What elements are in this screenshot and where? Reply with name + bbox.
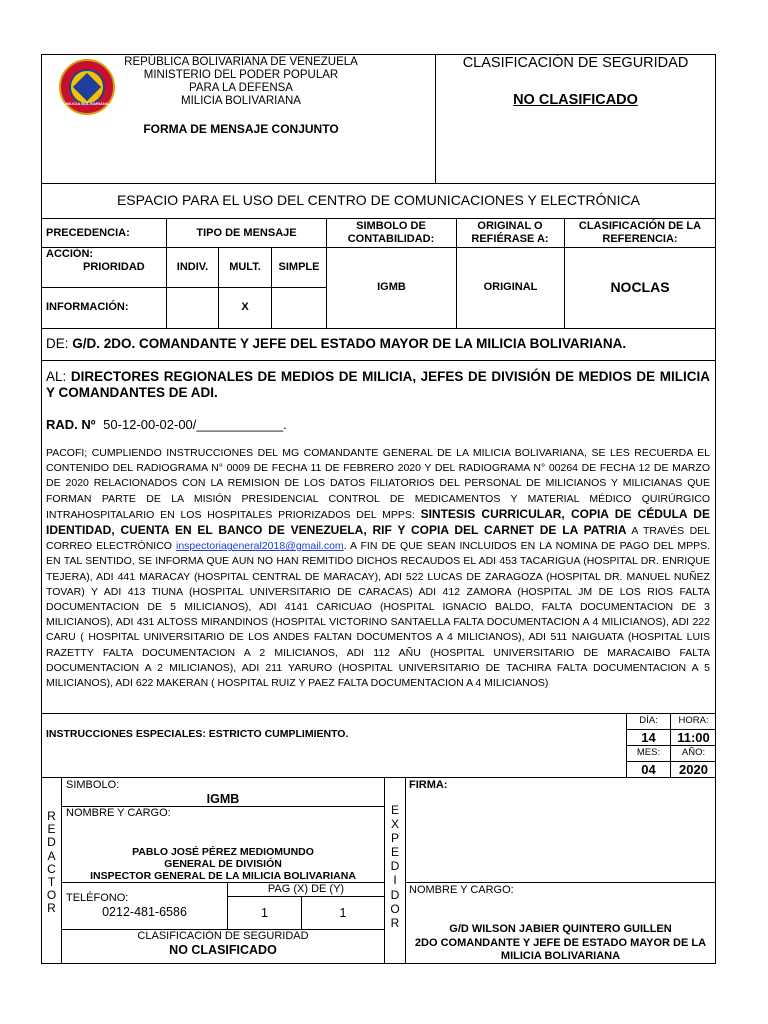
letter: A <box>47 848 56 863</box>
dia-value: 14 <box>641 730 656 745</box>
redactor-simbolo: IGMB <box>206 792 240 806</box>
message-body <box>46 446 710 691</box>
redactor-nombre-label: NOMBRE Y CARGO: <box>66 807 171 819</box>
pag-x: 1 <box>261 906 268 920</box>
bottom-clasif-label: CLASIFICACIÓN DE SEGURIDAD <box>137 930 309 942</box>
redactor-position: INSPECTOR GENERAL DE LA MILICIA BOLIVARIANA <box>90 870 356 882</box>
body-bold-requirements: SINTESIS CURRICULAR, COPIA DE CÉDULA DE IDENTIDAD, CUENTA EN EL BANCO DE VENEZUELA, RIF Y COPIA DEL CARNET DE LA PATRIA <box>46 506 710 538</box>
divider <box>405 882 716 883</box>
dia-label: DÍA: <box>639 715 658 726</box>
letter: D <box>390 887 400 902</box>
de-row <box>46 336 626 351</box>
accion-label: ACCIÓN: <box>46 248 94 260</box>
al-label: AL: <box>46 369 67 384</box>
divider <box>218 247 219 328</box>
redactor-name: PABLO JOSÉ PÉREZ MEDIOMUNDO <box>132 846 314 858</box>
divider <box>227 896 384 897</box>
letter: R <box>47 809 56 823</box>
letter: E <box>47 822 56 837</box>
letter: E <box>390 845 399 860</box>
emblem-text: MILICIA BOLIVARIANA <box>65 101 109 106</box>
divider <box>41 360 716 361</box>
comm-center-label: ESPACIO PARA EL USO DEL CENTRO DE COMUNICACIONES Y ELECTRÓNICA <box>116 192 641 208</box>
redactor-identity <box>62 846 384 882</box>
telefono-value: 0212-481-6586 <box>102 905 187 919</box>
de-label: DE: <box>46 336 69 351</box>
mes-value: 04 <box>641 762 656 777</box>
divider <box>41 218 716 219</box>
rad-row <box>46 417 287 432</box>
expedidor-side-label <box>385 803 405 930</box>
mult-label: MULT. <box>229 261 261 273</box>
original-o-label: ORIGINAL O REFIÉRASE A: <box>471 220 549 245</box>
letter: R <box>47 901 56 916</box>
pag-y: 1 <box>339 906 347 920</box>
letter: P <box>390 831 399 846</box>
rad-value: 50-12-00-02-00/____________. <box>103 417 287 432</box>
divider <box>41 247 716 248</box>
letter: I <box>393 873 397 888</box>
letter: C <box>47 861 56 876</box>
body-text-3: . A FIN DE QUE SEAN INCLUIDOS EN LA NOMINA DE PAGO DEL MPPS. EN TAL SENTIDO, SE INFORMA QUE AUN NO HAN REMITIDO DICHOS RECAUDOS EL ADI 453 TACARIGUA (HOSPITAL DR. ENRIQUE TEJERA), ADI 441 MARACAY (HOSPITAL CENTRAL DE MARACAY), ADI 522 LUCAS DE ZARAGOZA (HOSPITAL DR. MANUEL NUÑEZ TOVAR) Y ADI 413 TIUNA (HOSPITAL UNIVERSITARIO DE CARACAS) ADI 412 ZAMORA (HOSPITAL JM DE LOS RIOS FALTA DOCUMENTACION DE 5 MILICIANOS), ADI 4141 CARICUAO (HOSPITAL IGNACIO BALDO, FALTA DOCUMENTACION DE 3 MILICIANOS), ADI 431 ALTOSS MIRANDINOS (HOSPITAL VICTORINO SANTAELLA FALTA DOCUMENTACION A 4 MILICIANOS), ADI 222 CARU ( HOSPITAL UNIVERSITARIO DE LOS ANDES FALTAN DOCUMENTOS A 4 MILICIANOS), ADI 511 NAIGUATA (HOSPITAL LUIS RAZETTY FALTA DOCUMENTACION A 2 MILICIANOS, ADI 112 AÑU (HOSPITAL UNIVERSITARIO DE MARACAIBO FALTA DOCUMENTACION A 2 MILICIANOS), ADI 211 YARURO (HOSPITAL UNIVERSITARIO DE TACHIRA FALTA DOCUMENTACION A 5 MILICIANOS), ADI 622 MAKERAN ( HOSPITAL RUIZ Y PAEZ FALTA DOCUMENTACION A 4 MILICIANOS) <box>46 540 710 690</box>
org-line-3: PARA LA DEFENSA <box>189 82 293 94</box>
clasif-referencia-label: CLASIFICACIÓN DE LA REFERENCIA: <box>578 220 702 245</box>
letter: O <box>46 888 57 903</box>
divider <box>456 218 457 328</box>
expedidor-nombre-label: NOMBRE Y CARGO: <box>409 884 514 896</box>
org-line-4: MILICIA BOLIVARIANA <box>181 95 301 107</box>
precedencia-label: PRECEDENCIA: <box>46 227 130 239</box>
divider <box>271 247 272 328</box>
body-text-1: PACOFI; CUMPLIENDO INSTRUCCIONES DEL MG COMANDANTE GENERAL DE LA MILICIA BOLIVARIANA, SE LES RECUERDA EL CONTENIDO DEL RADIOGRAMA N° 0009 DE FECHA 11 DE FEBRERO 2020 Y DEL RADIOGRAMA N° 00264 DE FECHA 12 DE MARZO DE 2020 RELACIONADOS CON LA REMISION DE LOS DATOS FILIATORIOS DEL PERSONAL DE MILICIANOS Y MILICIANAS QUE FORMAN PARTE DE LA MISIÓN PRESIDENCIAL CONTROL DE MEDICAMENTOS Y MATERIAL MÉDICO QUIRÚRGICO INTRAHOSPITALARIO EN LOS HOSPITALES PRIORIZADOS DEL MPPS: <box>46 447 710 521</box>
form-title: FORMA DE MENSAJE CONJUNTO <box>143 122 339 136</box>
letter: T <box>47 875 56 890</box>
security-value: NO CLASIFICADO <box>513 92 638 108</box>
anio-label: AÑO: <box>681 747 706 758</box>
divider <box>326 218 327 328</box>
firma-label: FIRMA: <box>409 779 448 791</box>
original-value: ORIGINAL <box>483 281 538 293</box>
de-value: G/D. 2DO. COMANDANTE Y JEFE DEL ESTADO MAYOR DE LA MILICIA BOLIVARIANA. <box>72 336 627 351</box>
expedidor-unit: MILICIA BOLIVARIANA <box>500 950 621 962</box>
letter: E <box>390 803 399 817</box>
letter: O <box>390 901 400 916</box>
simbolo-contabilidad-label: SIMBOLO DE CONTABILIDAD: <box>347 220 435 245</box>
divider <box>41 328 716 329</box>
letter: R <box>390 915 400 930</box>
org-line-1: REPÚBLICA BOLIVARIANA DE VENEZUELA <box>124 56 358 68</box>
prioridad-label: PRIORIDAD <box>83 261 145 273</box>
body-text-2: A TRAVÉS DEL CORREO ELECTRÓNICO <box>46 525 710 553</box>
al-value: DIRECTORES REGIONALES DE MEDIOS DE MILICIA, JEFES DE DIVISIÓN DE MEDIOS DE MILICIA Y COMANDANTES DE ADI. <box>46 369 710 400</box>
simbolo-label: SIMBOLO: <box>66 779 120 791</box>
clasif-value: NOCLAS <box>610 279 670 295</box>
instructions: INSTRUCCIONES ESPECIALES: ESTRICTO CUMPLIMIENTO. <box>46 728 349 740</box>
letter: D <box>390 859 400 874</box>
telefono-label: TELÉFONO: <box>66 892 129 904</box>
divider <box>41 713 716 714</box>
rad-label: RAD. Nº <box>46 417 96 432</box>
divider <box>626 745 716 746</box>
redactor-side-label <box>42 810 61 916</box>
email-link[interactable]: inspectoriageneral2018@gmail.com <box>176 540 344 553</box>
bottom-clasif-value: NO CLASIFICADO <box>169 943 277 957</box>
letter: X <box>390 817 399 832</box>
expedidor-identity <box>406 923 715 964</box>
indiv-label: INDIV. <box>176 261 209 273</box>
informacion-label: INFORMACIÓN: <box>46 301 129 313</box>
divider <box>41 183 716 184</box>
tipo-mensaje-label: TIPO DE MENSAJE <box>196 227 297 239</box>
redactor-rank: GENERAL DE DIVISIÓN <box>164 858 282 870</box>
simple-label: SIMPLE <box>278 261 320 273</box>
letter: D <box>47 835 56 850</box>
mes-label: MES: <box>636 747 661 758</box>
simbolo-value: IGMB <box>377 281 406 293</box>
expedidor-position: 2DO COMANDANTE Y JEFE DE ESTADO MAYOR DE LA <box>414 936 707 949</box>
divider <box>41 287 327 288</box>
divider <box>41 777 716 778</box>
security-label: CLASIFICACIÓN DE SEGURIDAD <box>462 55 689 71</box>
anio-value: 2020 <box>679 762 708 777</box>
header-divider <box>435 55 436 184</box>
pag-label: PAG (X) DE (Y) <box>267 883 345 895</box>
org-line-2: MINISTERIO DEL PODER POPULAR <box>143 69 339 81</box>
expedidor-name: G/D WILSON JABIER QUINTERO GUILLEN <box>449 923 672 935</box>
hora-value: 11:00 <box>677 730 710 745</box>
mult-mark: X <box>241 301 249 313</box>
al-row <box>46 369 710 401</box>
divider <box>564 218 565 328</box>
hora-label: HORA: <box>678 715 709 726</box>
